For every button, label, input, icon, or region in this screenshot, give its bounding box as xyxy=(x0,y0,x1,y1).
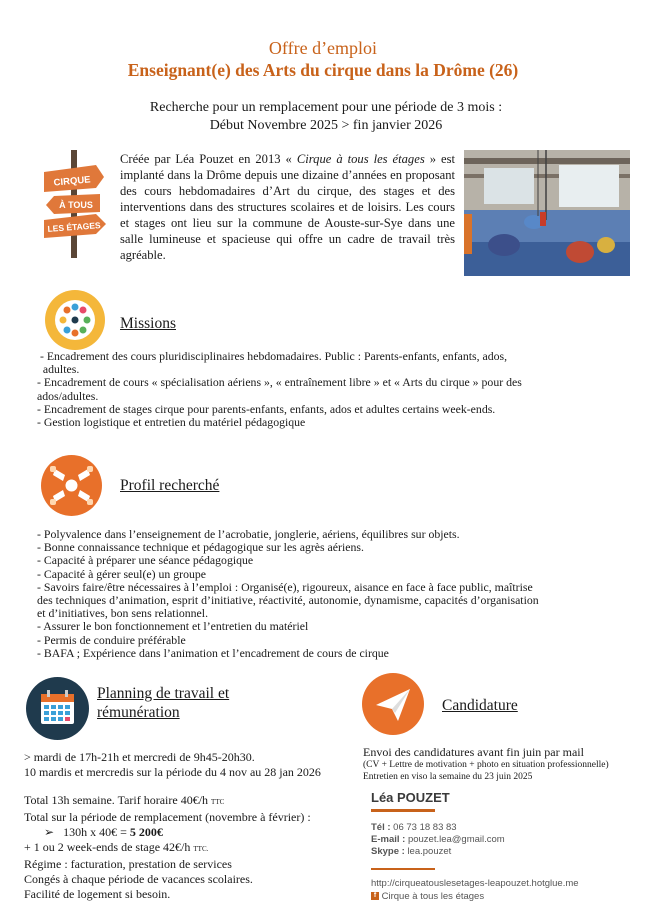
tel-value: 06 73 18 83 83 xyxy=(393,822,457,833)
email-value[interactable]: pouzet.lea@gmail.com xyxy=(407,834,505,845)
conges: Congés à chaque période de vacances scolaires. xyxy=(24,872,253,886)
logo-text-3: LES ÉTAGES xyxy=(47,220,101,234)
stage-line xyxy=(24,840,364,857)
missions-line: adultes. xyxy=(37,362,80,377)
paper-plane-icon xyxy=(362,673,424,735)
profil-line: - Savoirs faire/être nécessaires à l’emploi : Organisé(e), rigoureux, aisance en face à face public, maîtrise xyxy=(37,579,533,594)
schedule-line-1: > mardi de 17h-21h et mercredi de 9h45-20h30. xyxy=(24,750,255,764)
ttc-label-2: TTC. xyxy=(193,845,209,853)
planning-title-line-1: Planning de travail et xyxy=(97,685,230,702)
profil-line: - Permis de conduire préférable xyxy=(37,632,186,647)
planning-title xyxy=(97,684,229,722)
regime: Régime : facturation, prestation de services xyxy=(24,857,232,871)
candidature-line-3: Entretien en viso la semaine du 23 juin 2025 xyxy=(363,772,533,782)
profil-line: - BAFA ; Expérience dans l’animation et l’encadrement de cours de cirque xyxy=(37,645,389,660)
calc-total: 5 200€ xyxy=(129,825,163,839)
total-week-line xyxy=(24,793,364,810)
contact-card xyxy=(371,790,641,902)
contact-tel xyxy=(371,822,641,834)
missions-title: Missions xyxy=(120,315,176,332)
skype-value: lea.pouzet xyxy=(407,846,452,857)
candidature-line-2: (CV + Lettre de motivation + photo en situation professionnelle) xyxy=(363,760,609,770)
intro-before: Créée par Léa Pouzet en 2013 « xyxy=(120,152,297,166)
candidature-title: Candidature xyxy=(442,697,518,714)
profil-line: - Capacité à préparer une séance pédagogique xyxy=(37,553,254,568)
planning-schedule xyxy=(24,750,364,780)
arrow-bullet-icon: ➢ xyxy=(44,825,55,839)
profil-line: - Bonne connaissance technique et pédagogique sur les agrès aériens. xyxy=(37,540,364,555)
missions-line: - Encadrement des cours pluridisciplinaires hebdomadaires. Public : Parents-enfants, enfants, ados, xyxy=(37,349,508,363)
offer-title: Offre d’emploi xyxy=(268,38,378,58)
profil-line: et d’initiatives, bon sens relationnel. xyxy=(37,606,209,621)
search-text xyxy=(0,99,646,135)
tel-label: Tél : xyxy=(371,822,391,833)
contact-email xyxy=(371,834,641,846)
calc-text: 130h x 40€ = xyxy=(63,825,130,839)
candidature-text xyxy=(363,745,646,783)
hands-together-icon xyxy=(41,455,102,516)
logo-text-1: CIRQUE xyxy=(53,174,92,189)
profil-line: - Capacité à gérer seul(e) un groupe xyxy=(37,566,207,581)
intro-paragraph xyxy=(120,151,455,263)
signpost-icon xyxy=(38,150,110,258)
divider xyxy=(371,868,435,870)
missions-line: - Encadrement de cours « spécialisation aériens », « entraînement libre » et « Arts du cirque » pour des xyxy=(37,375,522,390)
calendar-icon xyxy=(26,677,89,740)
skype-label: Skype : xyxy=(371,846,405,857)
search-line-1: Recherche pour un remplacement pour une période de 3 mois : xyxy=(149,100,503,115)
intro-after: » est implanté dans la Drôme depuis une dizaine d’années en proposant des cours hebdomadaires d’Art du cirque, des stages et des interventions dans des structures scolaires et de loisirs. Les cours et stages ont lieu sur la commune de Aouste-sur-Sye dans une salle lumineuse et spacieuse qui offre un cadre de travail très agréable. xyxy=(120,152,455,262)
total-week: Total 13h semaine. Tarif horaire 40€/h xyxy=(24,793,209,807)
missions-list xyxy=(37,350,617,429)
ttc-label: TTC xyxy=(211,798,225,806)
profil-list xyxy=(37,528,627,660)
profil-line: des techniques d’animation, esprit d’initiative, réactivité, autonomie, dynamisme, capacités d’organisation xyxy=(37,593,539,608)
stage-text: + 1 ou 2 week-ends de stage 42€/h xyxy=(24,840,191,854)
contact-name: Léa POUZET xyxy=(371,790,450,805)
logement: Facilité de logement si besoin. xyxy=(24,887,171,901)
profil-line: - Assurer le bon fonctionnement et l’entretien du matériel xyxy=(37,619,309,634)
search-line-2: Début Novembre 2025 > fin janvier 2026 xyxy=(209,118,443,133)
calc-line xyxy=(24,825,364,840)
circus-hall-photo xyxy=(464,150,630,276)
website-link[interactable]: http://cirqueatouslesetages-leapouzet.hotglue.me xyxy=(371,878,579,889)
email-label: E-mail : xyxy=(371,834,406,845)
facebook-link[interactable] xyxy=(371,891,641,902)
facebook-icon: f xyxy=(371,892,379,900)
circus-logo xyxy=(38,150,110,258)
missions-line: - Encadrement de stages cirque pour parents-enfants, enfants, ados et adultes certains week-ends. xyxy=(37,401,496,416)
profil-line: - Polyvalence dans l’enseignement de l’acrobatie, jonglerie, aériens, équilibres sur objets. xyxy=(37,527,460,541)
missions-line: ados/adultes. xyxy=(37,388,99,403)
intro-name: Cirque à tous les étages xyxy=(296,152,425,166)
profil-title: Profil recherché xyxy=(120,477,220,494)
contact-details xyxy=(371,822,641,858)
juggling-balls-icon xyxy=(45,290,105,350)
position-title: Enseignant(e) des Arts du cirque dans la Drôme (26) xyxy=(127,60,519,80)
logo-text-2: À TOUS xyxy=(59,200,93,210)
total-period: Total sur la période de remplacement (novembre à février) : xyxy=(24,810,311,824)
facebook-label: Cirque à tous les étages xyxy=(381,891,485,902)
planning-remuneration xyxy=(24,793,364,902)
contact-skype xyxy=(371,846,641,858)
candidature-line-1: Envoi des candidatures avant fin juin par mail xyxy=(363,745,584,759)
name-underline xyxy=(371,809,435,812)
schedule-line-2: 10 mardis et mercredis sur la période du 4 nov au 28 jan 2026 xyxy=(24,765,321,779)
planning-title-line-2: rémunération xyxy=(97,704,180,721)
missions-line: - Gestion logistique et entretien du matériel pédagogique xyxy=(37,415,306,430)
